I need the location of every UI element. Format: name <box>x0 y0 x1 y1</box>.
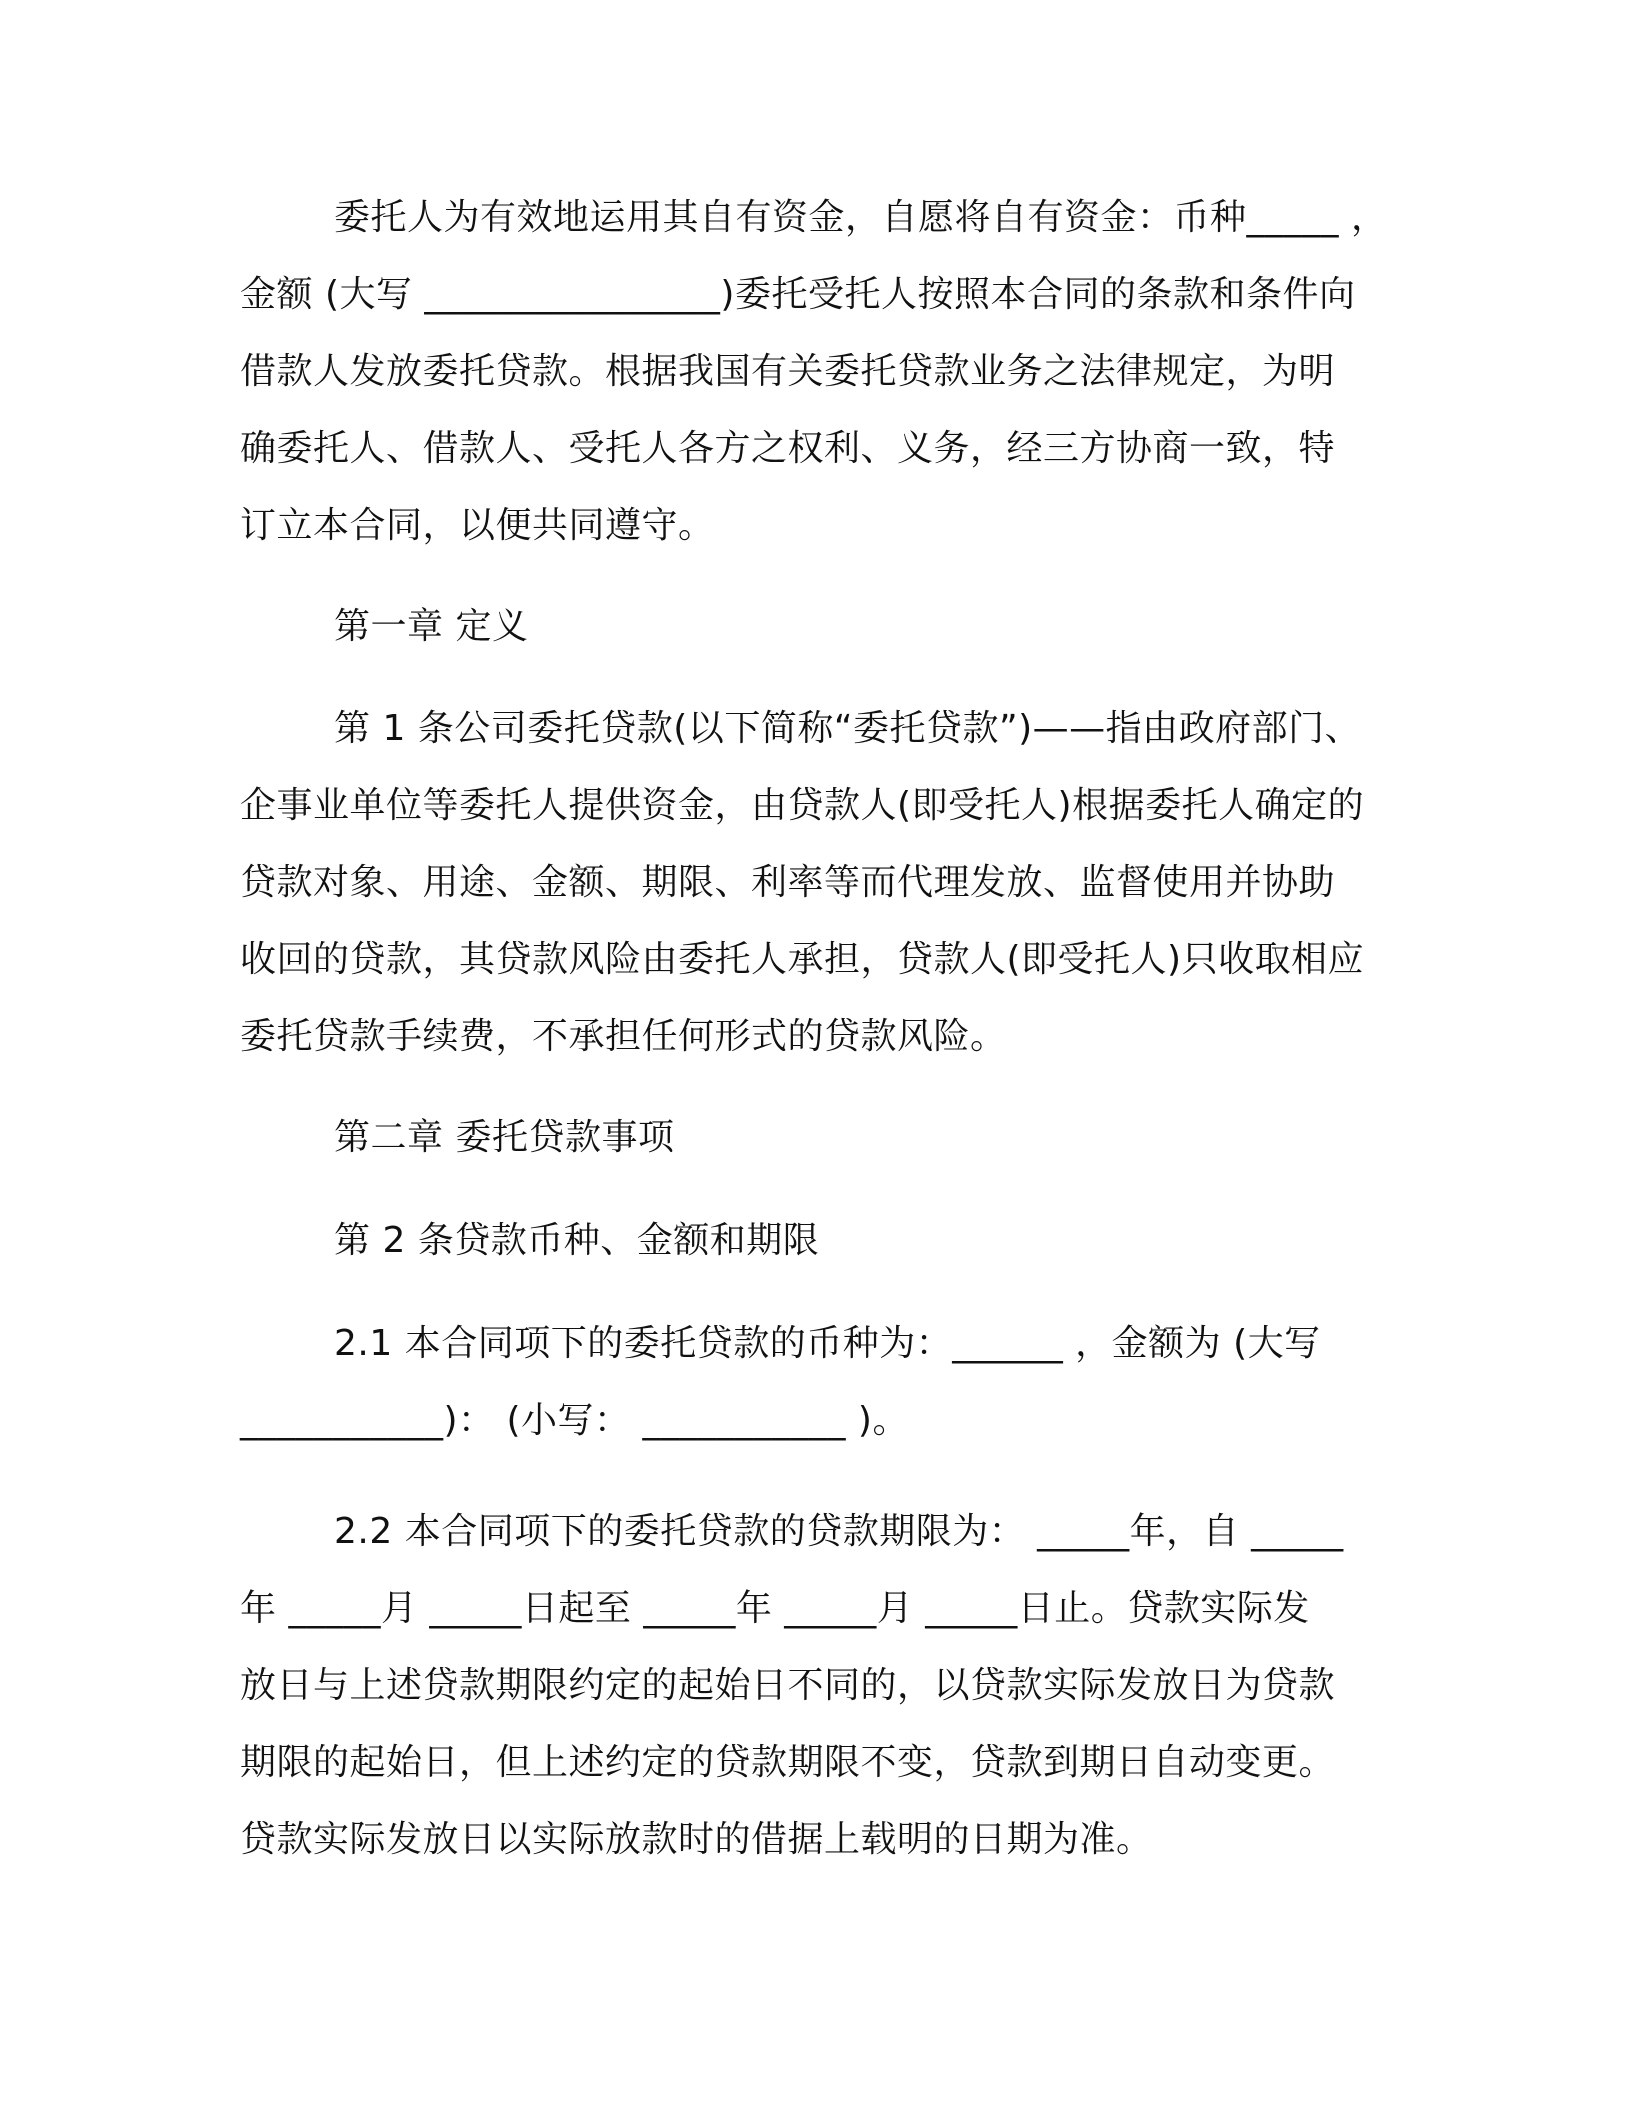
article-1-line-1: 第 1 条公司委托贷款(以下简称“委托贷款”)——指由政府部门、 <box>334 708 1362 749</box>
clause-2-2-line-2: 年 _____月 _____日起至 _____年 _____月 _____日止。贷款实际发 <box>240 1588 1310 1629</box>
article-2-title: 第 2 条贷款币种、金额和期限 <box>334 1220 820 1261</box>
intro-line-4: 确委托人、借款人、受托人各方之权利、义务，经三方协商一致，特 <box>240 428 1336 469</box>
chapter-1-heading: 第一章 定义 <box>334 606 529 647</box>
article-1-line-2: 企事业单位等委托人提供资金，由贷款人(即受托人)根据委托人确定的 <box>240 785 1365 826</box>
intro-line-2: 金额 (大写 ________________)委托受托人按照本合同的条款和条件向 <box>240 274 1356 315</box>
article-1-line-4: 收回的贷款，其贷款风险由委托人承担，贷款人(即受托人)只收取相应 <box>240 939 1365 980</box>
clause-2-1-line-1: 2.1 本合同项下的委托贷款的币种为：______ ，金额为 (大写 <box>334 1323 1321 1364</box>
intro-line-5: 订立本合同，以便共同遵守。 <box>240 505 715 546</box>
clause-2-2-line-1: 2.2 本合同项下的委托贷款的贷款期限为： _____年，自 _____ <box>334 1511 1344 1552</box>
article-1-line-5: 委托贷款手续费，不承担任何形式的贷款风险。 <box>240 1016 1007 1057</box>
intro-line-1: 委托人为有效地运用其自有资金，自愿将自有资金：币种_____ ， <box>334 197 1388 238</box>
clause-2-2-line-3: 放日与上述贷款期限约定的起始日不同的，以贷款实际发放日为贷款 <box>240 1665 1336 1706</box>
intro-line-3: 借款人发放委托贷款。根据我国有关委托贷款业务之法律规定，为明 <box>240 351 1336 392</box>
chapter-2-heading: 第二章 委托贷款事项 <box>334 1117 675 1158</box>
clause-2-1-line-2: ___________)： (小写： ___________ )。 <box>240 1400 909 1441</box>
clause-2-2-line-5: 贷款实际发放日以实际放款时的借据上载明的日期为准。 <box>240 1819 1153 1860</box>
clause-2-2-line-4: 期限的起始日，但上述约定的贷款期限不变，贷款到期日自动变更。 <box>240 1742 1336 1783</box>
article-1-line-3: 贷款对象、用途、金额、期限、利率等而代理发放、监督使用并协助 <box>240 862 1336 903</box>
